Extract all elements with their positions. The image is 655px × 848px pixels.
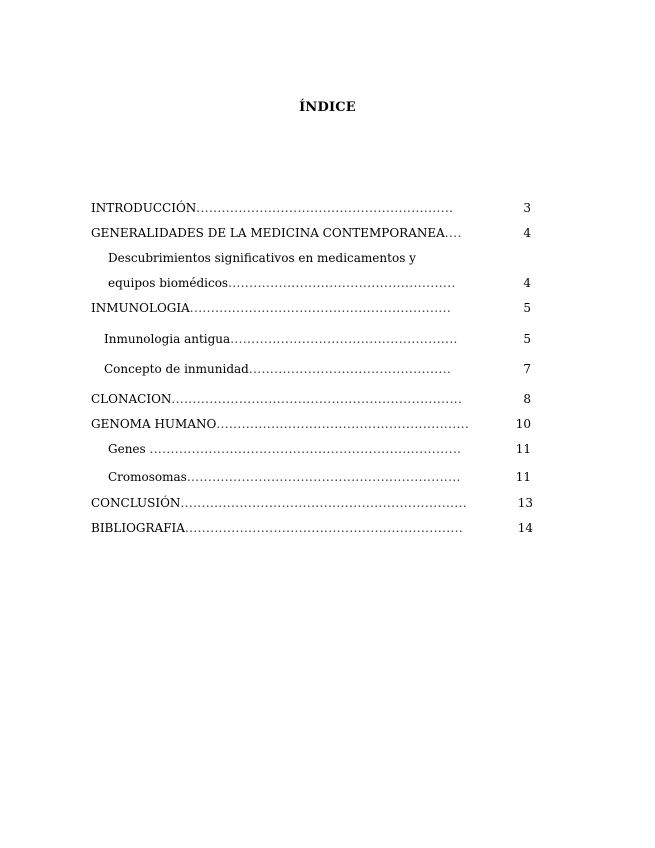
- toc-entry-descubrimientos[interactable]: [108, 251, 416, 265]
- toc-page-number: 11: [515, 470, 531, 484]
- toc-leader-dots: ......................................................: [230, 332, 458, 346]
- toc-page-number: 4: [523, 226, 531, 240]
- toc-entry-generalidades[interactable]: [91, 226, 462, 240]
- toc-entry-bibliografia[interactable]: [91, 521, 463, 535]
- toc-entry-genoma-humano[interactable]: [91, 417, 469, 431]
- toc-entry-clonacion[interactable]: [91, 392, 462, 406]
- toc-entry-introduccion[interactable]: [91, 201, 453, 215]
- toc-leader-dots: ..............................................................: [189, 301, 452, 315]
- toc-entry-conclusion[interactable]: [91, 496, 467, 510]
- toc-entry-equipos[interactable]: [108, 276, 456, 290]
- toc-entry-label: INTRODUCCIÓN: [91, 201, 197, 215]
- toc-leader-dots: .....................................................................: [171, 392, 463, 406]
- toc-page-number: 7: [523, 362, 531, 376]
- toc-entry-inmunologia-antigua[interactable]: [104, 332, 458, 346]
- toc-page-number: 8: [523, 392, 531, 406]
- toc-page-number: 13: [517, 496, 533, 510]
- toc-page-number: 4: [523, 276, 531, 290]
- toc-leader-dots: ......................................................: [228, 276, 456, 290]
- toc-entry-concepto-inmunidad[interactable]: [104, 362, 451, 376]
- toc-entry-label: equipos biomédicos: [108, 276, 229, 290]
- toc-entry-label: CLONACION: [91, 392, 172, 406]
- toc-leader-dots: ..................................................................: [184, 521, 464, 535]
- toc-entry-label: Inmunologia antigua: [104, 332, 231, 346]
- toc-entry-label: GENOMA HUMANO: [91, 417, 217, 431]
- toc-entry-label: CONCLUSIÓN: [91, 496, 181, 510]
- toc-page-number: 14: [517, 521, 533, 535]
- toc-leader-dots: ..........................................................................: [149, 442, 462, 456]
- toc-entry-cromosomas[interactable]: [108, 470, 461, 484]
- toc-entry-label: GENERALIDADES DE LA MEDICINA CONTEMPORANEA: [91, 226, 445, 240]
- toc-entry-label: Cromosomas: [108, 470, 187, 484]
- toc-leader-dots: .................................................................: [186, 470, 461, 484]
- toc-entry-label: INMUNOLOGIA: [91, 301, 190, 315]
- toc-entry-label: Genes: [108, 442, 150, 456]
- toc-page-number: 3: [523, 201, 531, 215]
- toc-entry-label: Concepto de inmunidad: [104, 362, 249, 376]
- toc-leader-dots: .............................................................: [196, 201, 454, 215]
- toc-page-number: 11: [515, 442, 531, 456]
- toc-page-number: 5: [523, 332, 531, 346]
- toc-entry-label: Descubrimientos significativos en medicamentos y: [108, 251, 416, 265]
- toc-page-number: 10: [515, 417, 531, 431]
- toc-leader-dots: ....................................................................: [180, 496, 468, 510]
- toc-entry-genes[interactable]: [108, 442, 461, 456]
- toc-leader-dots: ....: [444, 226, 462, 240]
- toc-leader-dots: ................................................: [248, 362, 452, 376]
- toc-entry-label: BIBLIOGRAFIA: [91, 521, 185, 535]
- toc-page-number: 5: [523, 301, 531, 315]
- toc-leader-dots: ............................................................: [216, 417, 470, 431]
- toc-entry-inmunologia[interactable]: [91, 301, 451, 315]
- page-title: ÍNDICE: [299, 100, 356, 115]
